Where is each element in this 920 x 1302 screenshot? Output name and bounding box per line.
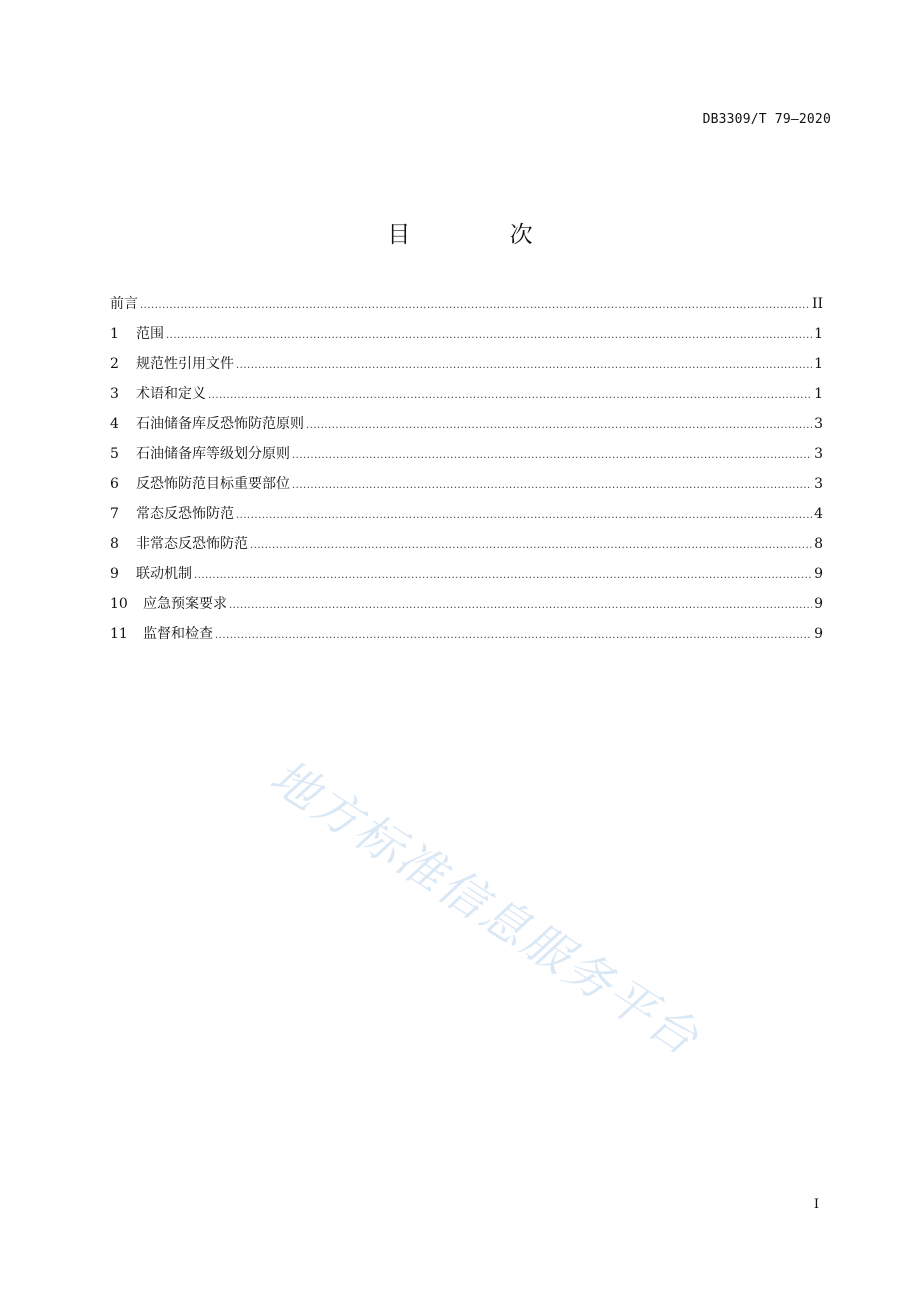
watermark: 地方标准信息服务平台	[260, 749, 710, 1068]
toc-entry-label: 应急预案要求	[143, 596, 227, 612]
table-of-contents	[110, 294, 823, 654]
toc-dot-leader	[166, 326, 812, 346]
toc-entry-label: 常态反恐怖防范	[136, 506, 234, 522]
toc-entry-11[interactable]	[110, 624, 823, 654]
toc-entry-number: 9	[110, 566, 119, 582]
toc-entry-9[interactable]	[110, 564, 823, 594]
toc-entry-page: 8	[814, 536, 823, 552]
toc-entry-number: 8	[110, 536, 119, 552]
toc-entry-8[interactable]	[110, 534, 823, 564]
toc-dot-leader	[306, 416, 812, 436]
toc-entry-page: 1	[814, 326, 823, 342]
toc-entry-label: 术语和定义	[136, 386, 206, 402]
toc-entry-1[interactable]	[110, 324, 823, 354]
toc-entry-preface[interactable]	[110, 294, 823, 324]
toc-dot-leader	[140, 296, 810, 316]
toc-entry-label: 联动机制	[136, 566, 192, 582]
toc-entry-number: 3	[110, 386, 119, 402]
toc-entry-10[interactable]	[110, 594, 823, 624]
toc-entry-number: 1	[110, 326, 119, 342]
toc-dot-leader	[236, 506, 812, 526]
toc-entry-label: 反恐怖防范目标重要部位	[136, 476, 290, 492]
toc-dot-leader	[215, 626, 812, 646]
toc-entry-page: 1	[814, 356, 823, 372]
toc-entry-page: 9	[814, 566, 823, 582]
toc-entry-6[interactable]	[110, 474, 823, 504]
toc-entry-number: 2	[110, 356, 119, 372]
toc-entry-page: 3	[814, 416, 823, 432]
toc-entry-number: 6	[110, 476, 119, 492]
page-title: 目 次	[387, 222, 579, 248]
toc-entry-label: 石油储备库等级划分原则	[136, 446, 290, 462]
toc-dot-leader	[194, 566, 812, 586]
toc-dot-leader	[208, 386, 812, 406]
toc-entry-page: II	[811, 296, 823, 312]
document-code: DB3309/T 79—2020	[702, 112, 831, 127]
toc-entry-label: 范围	[136, 326, 164, 342]
toc-entry-label: 监督和检查	[143, 626, 213, 642]
toc-entry-7[interactable]	[110, 504, 823, 534]
toc-entry-page: 9	[814, 626, 823, 642]
toc-entry-number: 4	[110, 416, 119, 432]
toc-entry-label: 石油储备库反恐怖防范原则	[136, 416, 304, 432]
toc-entry-number: 10	[110, 596, 128, 612]
toc-entry-label: 前言	[110, 296, 138, 312]
toc-entry-label: 非常态反恐怖防范	[136, 536, 248, 552]
toc-entry-number: 5	[110, 446, 119, 462]
toc-entry-2[interactable]	[110, 354, 823, 384]
toc-dot-leader	[229, 596, 812, 616]
toc-entry-page: 3	[814, 476, 823, 492]
toc-entry-page: 9	[814, 596, 823, 612]
toc-entry-5[interactable]	[110, 444, 823, 474]
toc-dot-leader	[292, 446, 812, 466]
toc-entry-label: 规范性引用文件	[136, 356, 234, 372]
toc-dot-leader	[292, 476, 812, 496]
page-number: I	[813, 1197, 819, 1212]
toc-entry-3[interactable]	[110, 384, 823, 414]
toc-dot-leader	[250, 536, 812, 556]
toc-entry-page: 3	[814, 446, 823, 462]
toc-entry-page: 1	[814, 386, 823, 402]
toc-entry-page: 4	[814, 506, 823, 522]
toc-entry-4[interactable]	[110, 414, 823, 444]
toc-dot-leader	[236, 356, 812, 376]
toc-entry-number: 7	[110, 506, 119, 522]
toc-entry-number: 11	[110, 626, 128, 642]
